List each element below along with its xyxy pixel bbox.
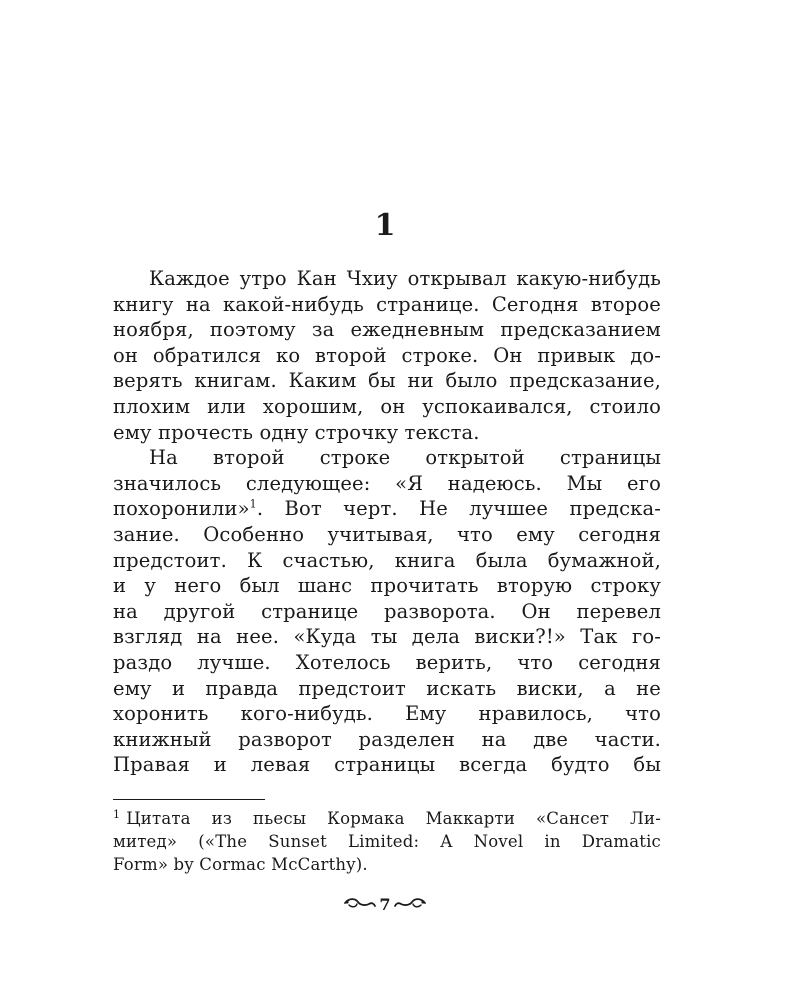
text-line: ему прочесть одну строчку текста. — [113, 420, 480, 444]
text-line: верять книгам. Каким бы ни было предсказание, — [113, 369, 661, 393]
text-line: На второй строке открытой страницы — [149, 446, 661, 470]
body-text — [113, 266, 661, 778]
text-line: предстоит. К счастью, книга была бумажной, — [113, 548, 661, 572]
left-flourish-icon — [343, 893, 377, 917]
text-line: плохим или хорошим, он успокаивался, стоило — [113, 394, 661, 418]
text-fragment: похоронили» — [113, 497, 250, 521]
page-number-folio — [0, 892, 770, 917]
text-line: ноября, поэтому за ежедневным предсказанием — [113, 318, 661, 342]
text-line: книжный разворот разделен на две части. — [113, 727, 661, 751]
chapter-number: 1 — [374, 208, 396, 243]
text-line: раздо лучше. Хотелось верить, что сегодня — [113, 650, 661, 674]
footnote-line: митед» («The Sunset Limited: A Novel in Dramatic — [113, 832, 661, 851]
text-line: книгу на какой-нибудь странице. Сегодня второе — [113, 292, 661, 316]
footnote-line — [113, 807, 661, 830]
text-line: Правая и левая страницы всегда будто бы — [113, 753, 661, 777]
footnote-line: Form» by Cormac McCarthy). — [113, 855, 368, 874]
text-line: он обратился ко второй строке. Он привык до- — [113, 343, 661, 367]
text-line — [113, 496, 661, 522]
text-line: значилось следующее: «Я надеюсь. Мы его — [113, 471, 661, 495]
page-number: 7 — [379, 894, 391, 914]
text-line: и у него был шанс прочитать вторую строку — [113, 574, 661, 598]
text-line: Каждое утро Кан Чхиу открывал какую-нибудь — [149, 267, 661, 290]
footnote-divider — [113, 799, 265, 800]
text-line: зание. Особенно учитывая, что ему сегодня — [113, 522, 661, 546]
text-fragment: . Вот черт. Не лучшее предска- — [256, 497, 661, 521]
footnote-reference[interactable]: 1 — [249, 497, 257, 511]
right-flourish-icon — [393, 893, 427, 917]
text-line: хоронить кого-нибудь. Ему нравилось, что — [113, 702, 661, 726]
text-line: взгляд на нее. «Куда ты дела виски?!» Так го- — [113, 625, 661, 649]
text-line: на другой странице разворота. Он перевел — [113, 599, 661, 623]
footnote-marker: 1 — [113, 807, 121, 821]
footnote-text: Цитата из пьесы Кормака Маккарти «Сансет Ли- — [126, 809, 661, 828]
text-line: ему и правда предстоит искать виски, а не — [113, 676, 661, 700]
footnote — [113, 807, 661, 876]
